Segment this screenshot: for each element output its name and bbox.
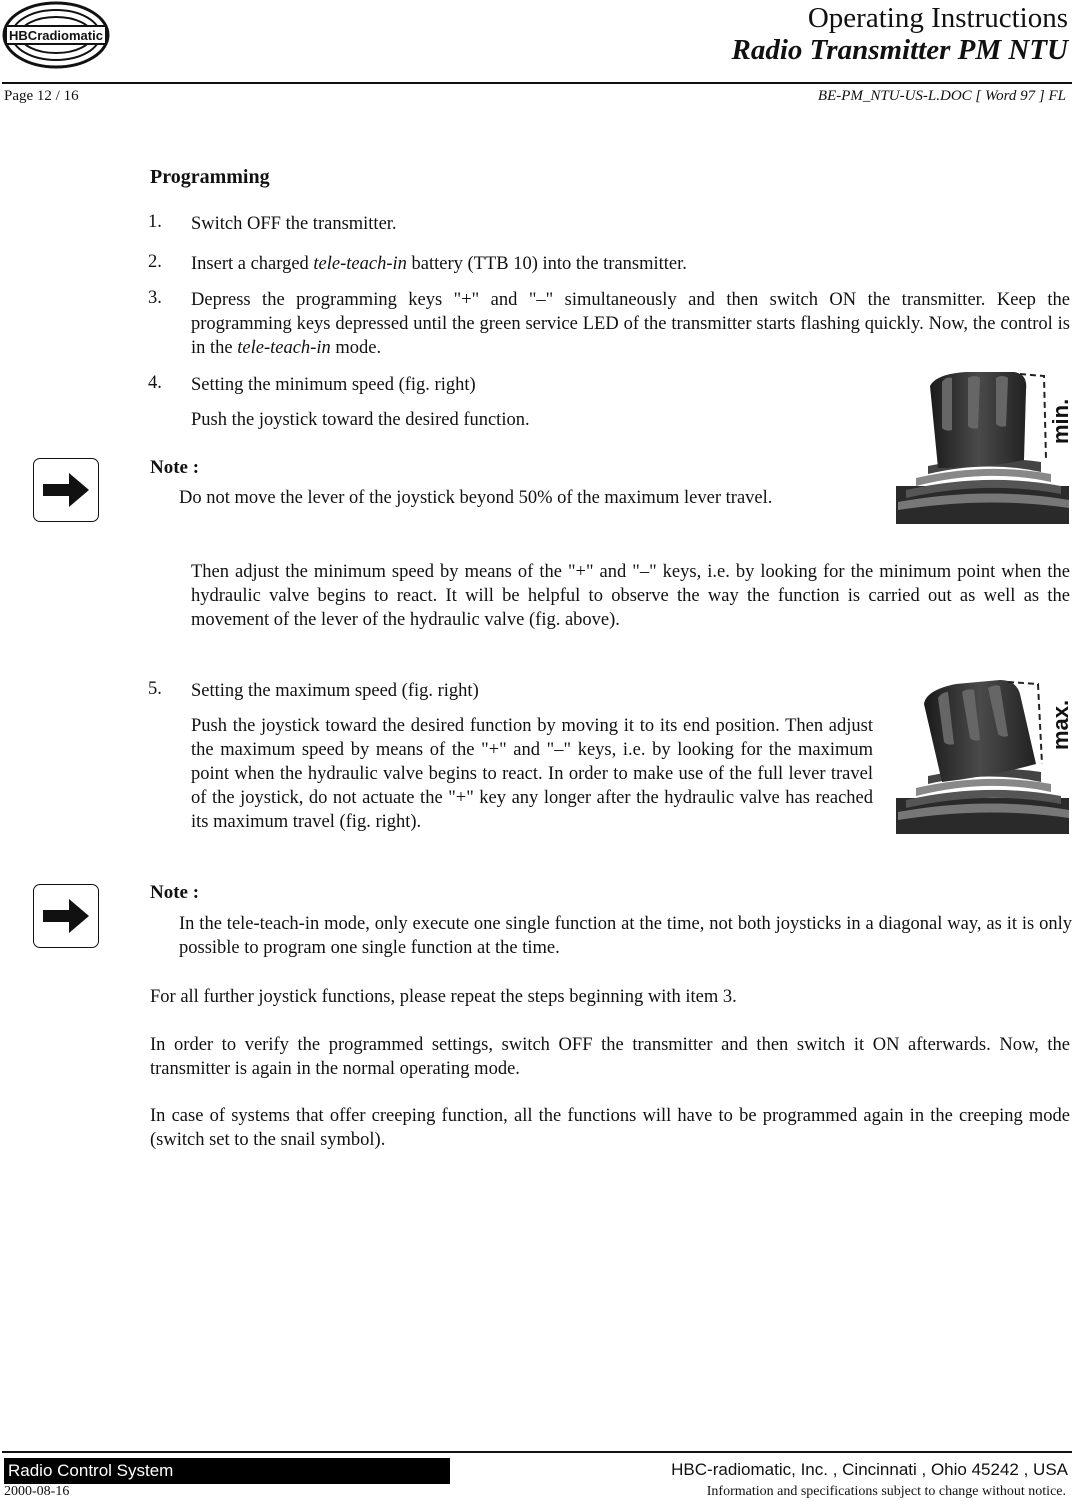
step-text: Depress the programming keys "+" and "–" simultaneously and then switch ON the transmitter. Keep the programming keys depressed until the green service LED of the transmitter starts flashing quickly. Now, the control is in the tele-teach-in mode. [191,290,1070,358]
step-number: 1. [148,212,162,232]
svg-text:HBCradiomatic: HBCradiomatic [9,28,103,43]
arrow-right-icon [41,897,91,935]
step-continuation: Then adjust the minimum speed by means of the "+" and "–" keys, i.e. by looking for the minimum point when the hydraulic valve begins to react. It will be helpful to observe the way the function is carried out as well as the movement of the lever of the hydraulic valve (fig. above). [191,562,1070,630]
footer-system-label: Radio Control System [4,1458,450,1484]
footer-company: HBC-radiomatic, Inc. , Cincinnati , Ohio 45242 , USA [671,1460,1068,1479]
footer-date: 2000-08-16 [4,1484,70,1499]
paragraph: For all further joystick functions, please repeat the steps beginning with item 3. [150,987,737,1007]
note-arrow-box [33,884,99,948]
footer-rule [2,1451,1072,1453]
joystick-min-figure [896,368,1071,526]
svg-text:min.: min. [1048,398,1071,444]
step-text: Setting the maximum speed (fig. right) [191,681,479,701]
step-text: Insert a charged tele-teach-in battery (TTB 10) into the transmitter. [191,254,687,274]
step-number: 2. [148,252,162,272]
paragraph: In order to verify the programmed settings, switch OFF the transmitter and then switch it ON afterwards. Now, the transmitter is again in the normal operating mode. [150,1035,1070,1079]
arrow-right-icon [41,471,91,509]
company-logo [2,0,110,70]
page-number: Page 12 / 16 [4,88,79,104]
step-subtext: Push the joystick toward the desired function by moving it to its end position. Then adjust the maximum speed by means of the "+" and "–" keys, i.e. by looking for the maximum point when the hydraulic valve begins to react. In order to make use of the full lever travel of the joystick, do not actuate the "+" key any longer after the hydraulic valve has reached its maximum travel (fig. right). [191,716,873,832]
note-label: Note : [150,882,200,903]
header-rule [2,82,1072,84]
step-subtext: Push the joystick toward the desired function. [191,410,530,430]
header-title: Operating Instructions [807,2,1068,34]
section-heading: Programming [150,166,270,188]
step-number: 3. [148,288,162,308]
step-text: Setting the minimum speed (fig. right) [191,375,476,395]
step-number: 4. [148,373,162,393]
header-subtitle: Radio Transmitter PM NTU [731,34,1068,66]
step-text: Switch OFF the transmitter. [191,214,397,234]
note-text: In the tele-teach-in mode, only execute one single function at the time, not both joysticks in a diagonal way, as it is only possible to program one single function at the time. [179,914,1072,958]
note-arrow-box [33,458,99,522]
note-text: Do not move the lever of the joystick beyond 50% of the maximum lever travel. [179,488,773,508]
document-name: BE-PM_NTU-US-L.DOC [ Word 97 ] FL [817,88,1066,104]
step-number: 5. [148,679,162,699]
svg-text:max.: max. [1048,699,1071,750]
footer-disclaimer: Information and specifications subject to change without notice. [706,1484,1066,1499]
joystick-max-figure [896,678,1071,836]
paragraph: In case of systems that offer creeping function, all the functions will have to be programmed again in the creeping mode (switch set to the snail symbol). [150,1106,1070,1150]
note-label: Note : [150,457,200,478]
